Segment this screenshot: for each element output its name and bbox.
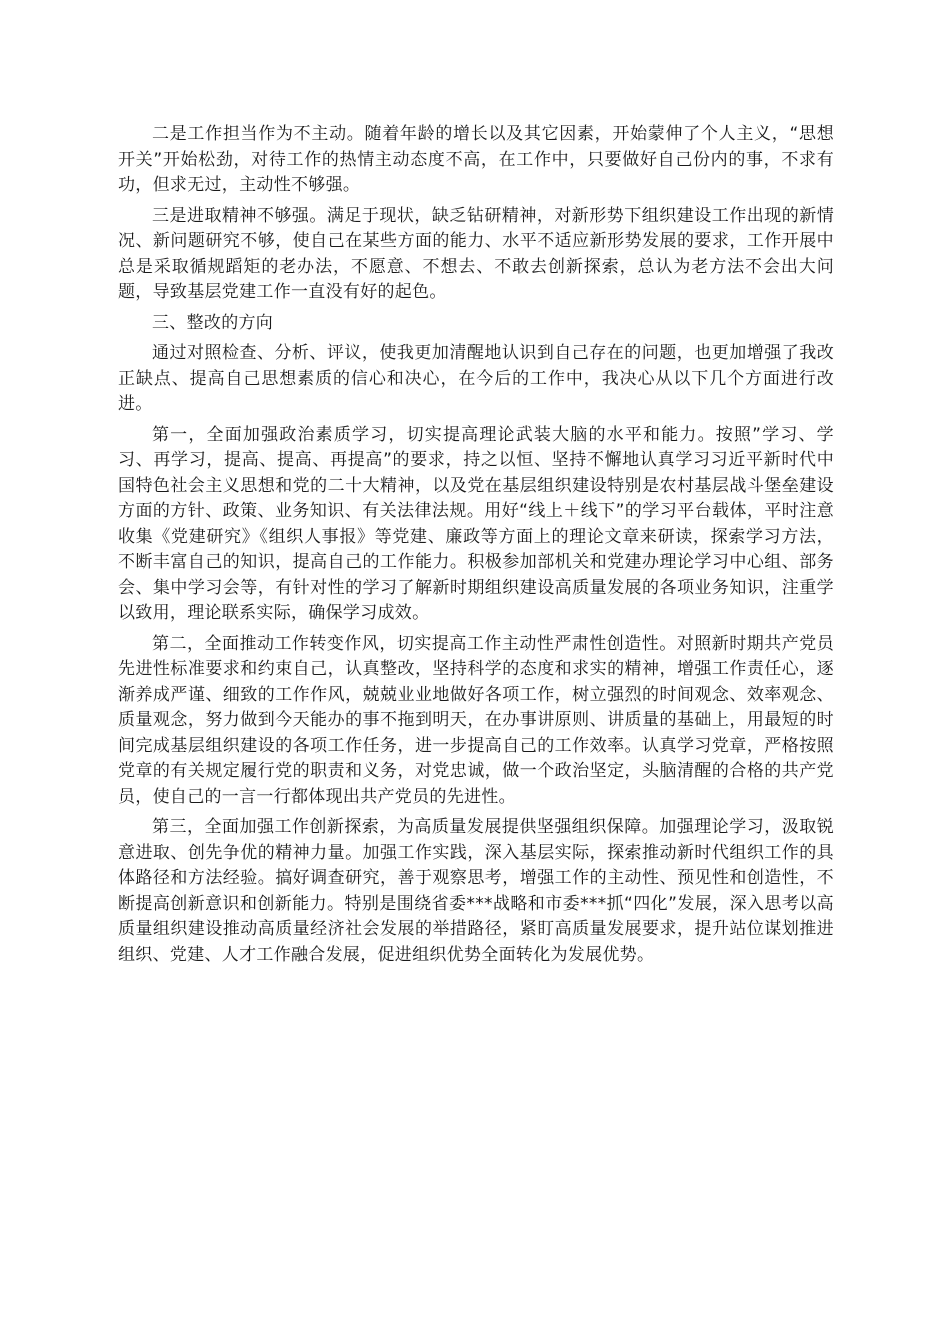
paragraph-intro: 通过对照检查、分析、评议，使我更加清醒地认识到自己存在的问题，也更加增强了我改正缺点、提高自己思想素质的信心和决心，在今后的工作中，我决心从以下几个方面进行改进。 <box>118 343 834 414</box>
paragraph-third-measure: 第三，全面加强工作创新探索，为高质量发展提供坚强组织保障。加强理论学习，汲取锐意进取、创先争优的精神力量。加强工作实践，深入基层实际，探索推动新时代组织工作的具体路径和方法经验。搞好调查研究，善于观察思考，增强工作的主动性、预见性和创造性，不断提高创新意识和创新能力。特别是围绕省委***战略和市委***抓“四化”发展，深入思考以高质量组织建设推动高质量经济社会发展的举措路径，紧盯高质量发展要求，提升站位谋划推进组织、党建、人才工作融合发展，促进组织优势全面转化为发展优势。 <box>118 817 834 965</box>
document-page <box>118 122 834 973</box>
paragraph-issue-three: 三是进取精神不够强。满足于现状，缺乏钻研精神，对新形势下组织建设工作出现的新情况、新问题研究不够，使自己在某些方面的能力、水平不适应新形势发展的要求，工作开展中总是采取循规蹈矩的老办法，不愿意、不想去、不敢去创新探索，总认为老方法不会出大问题，导致基层党建工作一直没有好的起色。 <box>118 205 834 302</box>
paragraph-issue-two: 二是工作担当作为不主动。随着年龄的增长以及其它因素，开始蒙伸了个人主义，“思想开关”开始松劲，对待工作的热情主动态度不高，在工作中，只要做好自己份内的事，不求有功，但求无过，主动性不够强。 <box>118 124 834 195</box>
paragraph-second-measure: 第二，全面推动工作转变作风，切实提高工作主动性严肃性创造性。对照新时期共产党员先进性标准要求和约束自己，认真整改，坚持科学的态度和求实的精神，增强工作责任心，逐渐养成严谨、细致的工作作风，兢兢业业地做好各项工作，树立强烈的时间观念、效率观念、质量观念，努力做到今天能办的事不拖到明天，在办事讲原则、讲质量的基础上，用最短的时间完成基层组织建设的各项工作任务，进一步提高自己的工作效率。认真学习党章，严格按照党章的有关规定履行党的职责和义务，对党忠诚，做一个政治坚定，头脑清醒的合格的共产党员，使自己的一言一行都体现出共产党员的先进性。 <box>118 633 834 807</box>
section-heading: 三、整改的方向 <box>152 312 274 333</box>
paragraph-first-measure: 第一，全面加强政治素质学习，切实提高理论武装大脑的水平和能力。按照”学习、学习、再学习，提高、提高、再提高”的要求，持之以恒、坚持不懈地认真学习习近平新时代中国特色社会主义思想和党的二十大精神，以及党在基层组织建设特别是农村基层战斗堡垒建设方面的方针、政策、业务知识、有关法律法规。用好“线上＋线下”的学习平台载体，平时注意收集《党建研究》《组织人事报》等党建、廉政等方面上的理论文章来研读，探索学习方法，不断丰富自己的知识，提高自己的工作能力。积极参加部机关和党建办理论学习中心组、部务会、集中学习会等，有针对性的学习了解新时期组织建设高质量发展的各项业务知识，注重学以致用，理论联系实际，确保学习成效。 <box>118 424 834 623</box>
